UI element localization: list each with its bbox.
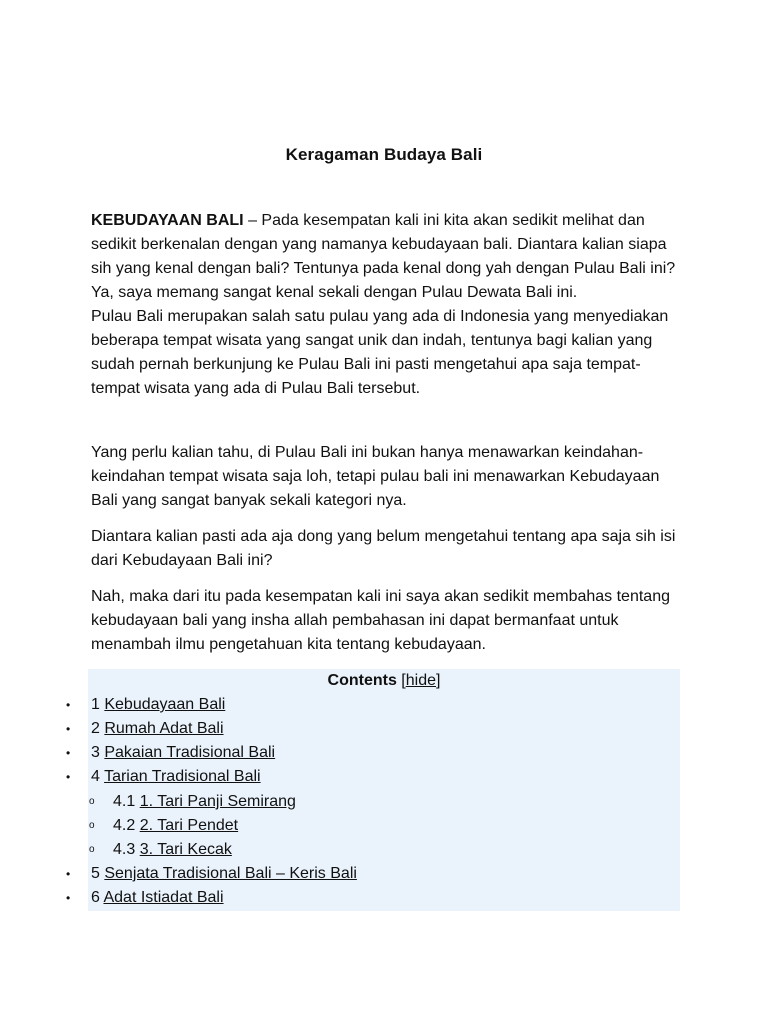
toc-item-pakaian-tradisional-bali <box>91 741 275 765</box>
toc-item-tari-pendet <box>113 814 238 838</box>
bullet-icon: • <box>66 867 71 881</box>
paragraph-2-text: Yang perlu kalian tahu, di Pulau Bali ini bukan hanya menawarkan keindahan-keindahan tempat wisata saja loh, tetapi pulau bali ini menawarkan Kebudayaan Bali yang sangat banyak sekali kategori nya. <box>91 444 660 509</box>
toc-item-number: 3 <box>91 744 105 761</box>
toc-heading: Contents <box>327 672 397 689</box>
toc-item-adat-istiadat-bali <box>91 886 224 910</box>
toc-title <box>88 669 680 693</box>
toc-item-number: 1 <box>91 696 105 713</box>
toc-link-tari-kecak[interactable]: 3. Tari Kecak <box>139 841 232 858</box>
toc-bracket-open: [ <box>396 672 406 689</box>
toc-item-tarian-tradisional-bali <box>91 765 261 789</box>
bullet-icon: • <box>66 698 71 712</box>
toc-link-rumah-adat-bali[interactable]: Rumah Adat Bali <box>104 720 224 737</box>
toc-item-number: 4.1 <box>113 793 140 810</box>
circle-bullet-icon: o <box>89 796 95 807</box>
toc-item-number: 4 <box>91 768 105 785</box>
toc-item-number: 5 <box>91 865 105 882</box>
intro-lead: KEBUDAYAAN BALI <box>91 212 244 229</box>
intro-first-line <box>91 209 681 305</box>
toc-link-tari-pendet[interactable]: 2. Tari Pendet <box>139 817 239 834</box>
bullet-icon: • <box>66 746 71 760</box>
paragraph-2 <box>91 441 681 513</box>
toc-item-tari-panji-semirang <box>113 790 296 814</box>
toc-hide-link[interactable]: hide <box>405 672 436 689</box>
paragraph-3 <box>91 525 681 573</box>
bullet-icon: • <box>66 891 71 905</box>
toc-item-number: 4.3 <box>113 841 140 858</box>
toc-item-rumah-adat-bali <box>91 717 224 741</box>
paragraph-3-text: Diantara kalian pasti ada aja dong yang belum mengetahui tentang apa saja sih isi dari Kebudayaan Bali ini? <box>91 528 676 569</box>
intro-paragraph <box>91 209 681 401</box>
circle-bullet-icon: o <box>89 844 95 855</box>
toc-link-pakaian-tradisional-bali[interactable]: Pakaian Tradisional Bali <box>104 744 276 761</box>
intro-second: Pulau Bali merupakan salah satu pulau yang ada di Indonesia yang menyediakan beberapa tempat wisata yang sangat unik dan indah, tentunya bagi kalian yang sudah pernah berkunjung ke Pulau Bali ini pasti mengetahui apa saja tempat-tempat wisata yang ada di Pulau Bali tersebut. <box>91 308 669 397</box>
toc-item-number: 2 <box>91 720 105 737</box>
toc-item-number: 4.2 <box>113 817 140 834</box>
toc-bracket-close: ] <box>436 672 441 689</box>
toc-item-number: 6 <box>91 889 104 906</box>
toc-item-kebudayaan-bali <box>91 693 225 717</box>
page-title: Keragaman Budaya Bali <box>285 145 483 164</box>
intro-rest: – Pada kesempatan kali ini kita akan sedikit melihat dan sedikit berkenalan dengan yang namanya kebudayaan bali. Diantara kalian siapa sih yang kenal dengan bali? Tentunya pada kenal dong yah dengan Pulau Bali ini? Ya, saya memang sangat kenal sekali dengan Pulau Dewata Bali ini. <box>91 212 676 301</box>
bullet-icon: • <box>66 770 71 784</box>
bullet-icon: • <box>66 722 71 736</box>
toc-link-adat-istiadat-bali[interactable]: Adat Istiadat Bali <box>103 889 224 906</box>
paragraph-4 <box>91 585 681 657</box>
toc-item-tari-kecak <box>113 838 232 862</box>
toc-item-senjata-tradisional-bali <box>91 862 357 886</box>
toc-link-senjata-tradisional-bali[interactable]: Senjata Tradisional Bali – Keris Bali <box>104 865 357 882</box>
toc-link-kebudayaan-bali[interactable]: Kebudayaan Bali <box>104 696 226 713</box>
toc-link-tarian-tradisional-bali[interactable]: Tarian Tradisional Bali <box>104 768 261 785</box>
circle-bullet-icon: o <box>89 820 95 831</box>
toc-link-tari-panji-semirang[interactable]: 1. Tari Panji Semirang <box>139 793 296 810</box>
paragraph-4-text: Nah, maka dari itu pada kesempatan kali ini saya akan sedikit membahas tentang kebudayaan bali yang insha allah pembahasan ini dapat bermanfaat untuk menambah ilmu pengetahuan kita tentang kebudayaan. <box>91 588 670 653</box>
